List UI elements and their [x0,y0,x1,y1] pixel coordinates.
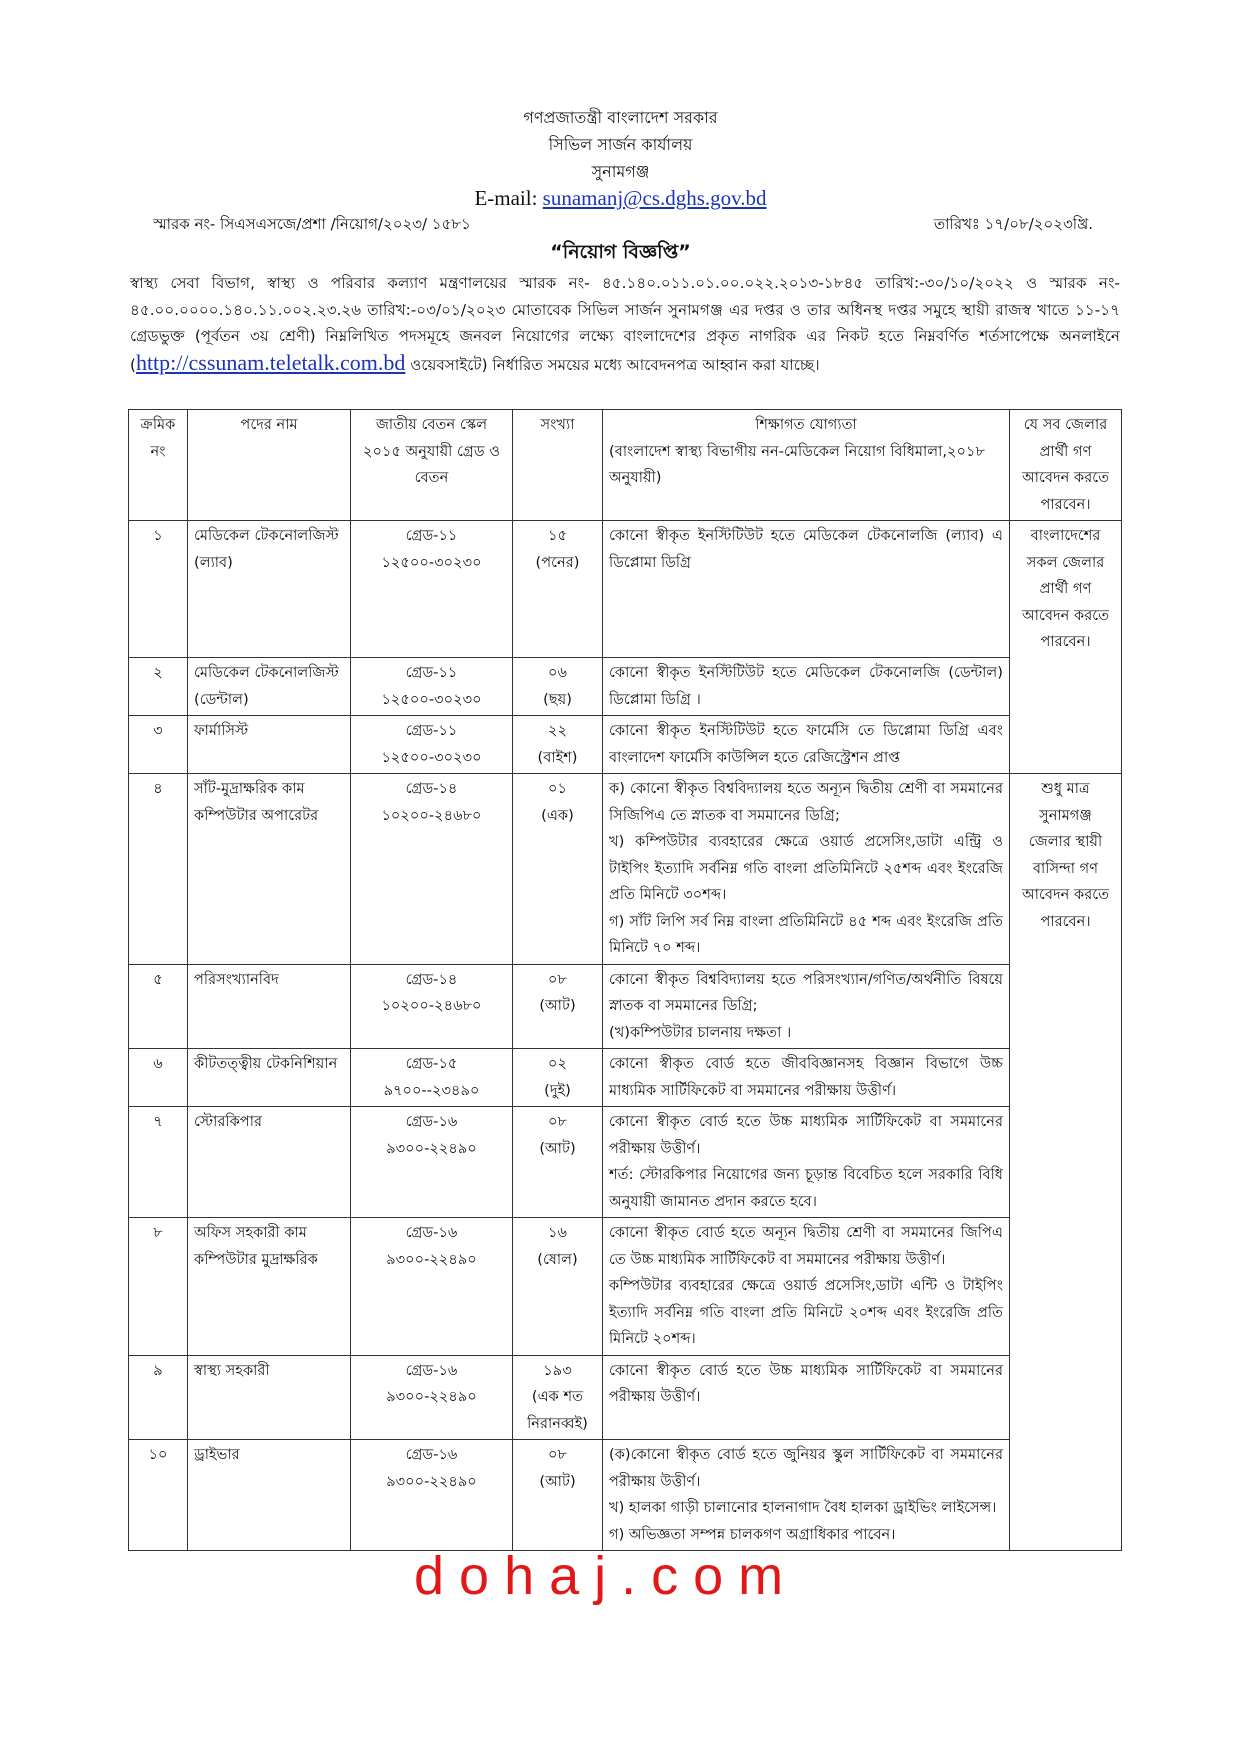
qualification-line: কোনো স্বীকৃত বোর্ড হতে উচ্চ মাধ্যমিক সার্টিফিকেট বা সমমানের পরীক্ষায় উত্তীর্ণ। [609,1113,1003,1157]
row-post-name: কীটতত্ত্বীয় টেকনিশিয়ান [188,1049,351,1107]
row-count [513,1049,603,1107]
district-eligibility-sunamganj: শুধু মাত্র সুনামগঞ্জ জেলার স্থায়ী বাসিন্দা গণ আবেদন করতে পারবেন। [1010,774,1122,965]
table-row [129,716,1122,774]
memo-date: তারিখঃ ১৭/০৮/২০২৩খ্রি. [933,215,1093,233]
qualification-line: শর্ত: স্টোরকিপার নিয়োগের জন্য চূড়ান্ত বিবেচিত হলে সরকারি বিধি অনুযায়ী জামানত প্রদান করতে হবে। [609,1166,1003,1210]
application-website-link[interactable]: http://cssunam.teletalk.com.bd [135,349,406,375]
row-serial: ৭ [129,1107,188,1218]
table-row [129,774,1122,965]
row-serial: ১০ [129,1440,188,1551]
qualification-line: কোনো স্বীকৃত বোর্ড হতে জীববিজ্ঞানসহ বিজ্ঞান বিভাগে উচ্চ মাধ্যমিক সার্টিফিকেট বা সমমানের পরীক্ষায় উত্তীর্ণ। [609,1055,1003,1099]
row-count-number: ০২ [548,1055,567,1072]
row-count-number: ০৬ [548,664,567,681]
qualification-line: কম্পিউটার ব্যবহারের ক্ষেত্রে ওয়ার্ড প্রসেসিং,ডাটা এন্টি ও টাইপিং ইত্যাদি সর্বনিম্ন গতি বাংলা প্রতি মিনিটে ২০শব্দ এবং ইংরেজি প্রতি মিনিটে ২০শব্দ। [609,1277,1003,1347]
table-row [129,1049,1122,1107]
row-grade: গ্রেড-১৬ [405,1361,458,1379]
row-grade: গ্রেড-১১ [405,664,458,681]
header-qualification [603,410,1010,521]
row-count-number: ২২ [548,722,567,739]
row-grade: গ্রেড-১৪ [405,780,458,797]
intro-text-after: ওয়েবসাইটে) নির্ধারিত সময়ের মধ্যে আবেদনপত্র আহ্বান করা যাচ্ছে। [405,355,820,374]
office-name: সিভিল সার্জন কার্যালয় [548,135,693,154]
row-count-number: ১৬ [548,1224,567,1241]
header-serial: ক্রমিক নং [129,410,188,521]
row-grade-pay [351,1355,513,1440]
qualification-line: কোনো স্বীকৃত বোর্ড হতে অন্যূন দ্বিতীয় শ্রেণী বা সমমানের জিপিএ তে উচ্চ মাধ্যমিক সার্টিফিকেট বা সমমানের পরীক্ষায় উত্তীর্ণ। [609,1224,1003,1268]
district-name: সুনামগঞ্জ [591,162,650,181]
row-count [513,1440,603,1551]
row-count [513,1355,603,1440]
row-district-cell [1010,1049,1122,1107]
table-row [129,964,1122,1049]
row-grade-pay [351,774,513,965]
qualification-line: কোনো স্বীকৃত ইনস্টিটিউট হতে ফার্মেসি তে ডিপ্লোমা ডিগ্রি এবং বাংলাদেশ ফার্মেসি কাউন্সিল হতে রেজিস্ট্রেশন প্রাপ্ত [609,722,1003,766]
row-district-cell [1010,964,1122,1049]
row-serial: ২ [129,658,188,716]
qualification-line: (খ)কম্পিউটার চালনায় দক্ষতা । [609,1023,792,1041]
row-post-name: অফিস সহকারী কাম কম্পিউটার মুদ্রাক্ষরিক [188,1218,351,1356]
row-post-name: ফার্মাসিস্ট [188,716,351,774]
row-count [513,774,603,965]
header-district: যে সব জেলার প্রার্থী গণ আবেদন করতে পারবেন। [1010,410,1122,521]
row-count [513,1107,603,1218]
row-count-words: (আট) [539,1139,576,1157]
header-grade: জাতীয় বেতন স্কেল ২০১৫ অনুযায়ী গ্রেড ও বেতন [351,410,513,521]
table-row [129,1355,1122,1440]
intro-text-before: স্বাস্থ্য সেবা বিভাগ, স্বাস্থ্য ও পরিবার কল্যাণ মন্ত্রণালয়ের স্মারক নং- ৪৫.১৪০.০১১.০১.০০.০২২.২০১৩-১৮৪৫ তারিখ:-৩০/১০/২০২২ ও স্মারক নং- ৪৫.০০.০০০০.১৪০.১১.০০২.২৩.২৬ তারিখ:-০৩/০১/২০২৩ মোতাবেক সিভিল সার্জন সুনামগঞ্জ এর দপ্তর ও তার অধিনস্থ দপ্তর সমুহে স্থায়ী রাজস্ব খাতে ১১-১৭ গ্রেডভুক্ত (পূর্বতন ৩য় শ্রেণী) নিম্নলিখিত পদসমূহে জনবল নিয়োগের লক্ষ্যে বাংলাদেশের প্রকৃত নাগরিক এর নিকট হতে নিম্নবর্ণিত শর্তসাপেক্ষে অনলাইনে ( [130,274,1120,374]
row-qualification [603,964,1010,1049]
row-grade: গ্রেড-১৫ [405,1055,458,1072]
email-link[interactable]: sunamanj@cs.dghs.gov.bd [542,186,767,210]
row-serial: ৬ [129,1049,188,1107]
row-count-words: (আট) [539,1472,576,1490]
row-grade-pay [351,1218,513,1356]
row-count-words: (এক শত নিরানব্বই) [527,1388,588,1432]
qualification-line: কোনো স্বীকৃত ইনস্টিটিউট হতে মেডিকেল টেকনোলজি (ল্যাব) এ ডিপ্লোমা ডিগ্রি [609,527,1003,571]
header-qualification-title: শিক্ষাগত যোগ্যতা [755,416,857,433]
row-count-number: ০৮ [548,1113,567,1130]
table-row [129,1107,1122,1218]
row-serial: ৩ [129,716,188,774]
row-post-name: সাঁট-মুদ্রাক্ষরিক কাম কম্পিউটার অপারেটর [188,774,351,965]
document-header [0,104,1241,185]
qualification-line: (ক)কোনো স্বীকৃত বোর্ড হতে জুনিয়র স্কুল সার্টিফিকেট বা সমমানের পরীক্ষায় উত্তীর্ণ। [609,1446,1003,1490]
qualification-line: কোনো স্বীকৃত ইনস্টিটিউট হতে মেডিকেল টেকনোলজি (ডেন্টাল) ডিপ্লোমা ডিগ্রি । [609,664,1003,708]
table-row [129,1218,1122,1356]
row-post-name: পরিসংখ্যানবিদ [188,964,351,1049]
row-post-name: মেডিকেল টেকনোলজিস্ট (ডেন্টাল) [188,658,351,716]
row-count-number: ০১ [548,780,567,797]
qualification-line: গ) অভিজ্ঞতা সম্পন্ন চালকগণ অগ্রাধিকার পাবেন। [609,1525,896,1543]
row-district-cell [1010,716,1122,774]
row-count-number: ১৯৩ [543,1361,572,1379]
row-post-name: মেডিকেল টেকনোলজিস্ট (ল্যাব) [188,521,351,658]
row-district-cell [1010,1218,1122,1356]
row-count-words: (দুই) [544,1081,571,1099]
row-qualification [603,774,1010,965]
memo-number: স্মারক নং- সিএসএসজে/প্রশা /নিয়োগ/২০২৩/ ১৫৮১ [153,215,471,233]
row-count-words: (আট) [539,997,576,1014]
row-pay-scale: ৯৩০০-২২৪৯০ [386,1472,477,1490]
row-grade-pay [351,1049,513,1107]
row-grade: গ্রেড-১৪ [405,970,458,988]
header-post: পদের নাম [188,410,351,521]
row-pay-scale: ৯৩০০-২২৪৯০ [386,1139,477,1157]
row-pay-scale: ১০২০০-২৪৬৮০ [381,806,482,824]
qualification-line: কোনো স্বীকৃত বোর্ড হতে উচ্চ মাধ্যমিক সার্টিফিকেট বা সমমানের পরীক্ষায় উত্তীর্ণ। [609,1361,1003,1405]
row-grade: গ্রেড-১৬ [405,1113,458,1130]
row-pay-scale: ১২৫০০-৩০২৩০ [381,748,482,766]
row-qualification [603,521,1010,658]
row-pay-scale: ৯৩০০-২২৪৯০ [386,1250,477,1268]
qualification-line: খ) কম্পিউটার ব্যবহারের ক্ষেত্রে ওয়ার্ড প্রসেসিং,ডাটা এন্ট্রি ও টাইপিং ইত্যাদি সর্বনিম্ন গতি বাংলা প্রতিমিনিটে ২৫শব্দ এবং ইংরেজি প্রতি মিনিটে ৩০শব্দ। [609,833,1003,903]
table-header-row [129,410,1122,521]
govt-name: গণপ্রজাতন্ত্রী বাংলাদেশ সরকার [523,108,718,127]
row-count-words: (এক) [541,806,574,824]
row-pay-scale: ৯৭০০--২৩৪৯০ [383,1081,480,1099]
row-qualification [603,1440,1010,1551]
row-grade-pay [351,964,513,1049]
qualification-line: কোনো স্বীকৃত বিশ্ববিদ্যালয় হতে পরিসংখ্যান/গণিত/অর্থনীতি বিষয়ে স্নাতক বা সমমানের ডিগ্রি; [609,970,1003,1014]
job-vacancy-table [128,409,1122,1551]
row-post-name: ড্রাইভার [188,1440,351,1551]
row-count-words: (পনের) [535,553,580,571]
row-grade: গ্রেড-১৬ [405,1224,458,1241]
row-count [513,716,603,774]
row-pay-scale: ১২৫০০-৩০২৩০ [381,690,482,708]
email-line [0,186,1241,211]
row-qualification [603,1218,1010,1356]
row-count [513,658,603,716]
qualification-line: খ) হালকা গাড়ী চালানোর হালনাগাদ বৈধ হালকা ড্রাইভিং লাইসেন্স। [609,1499,997,1516]
row-pay-scale: ১২৫০০-৩০২৩০ [381,553,482,571]
row-grade: গ্রেড-১১ [405,722,458,739]
table-row [129,1440,1122,1551]
row-qualification [603,716,1010,774]
row-count-number: ০৮ [548,1446,567,1463]
row-grade-pay [351,716,513,774]
row-count-words: (বাইশ) [537,748,578,766]
intro-paragraph [130,270,1120,378]
row-count-number: ০৮ [548,970,567,988]
row-grade-pay [351,1440,513,1551]
row-count [513,1218,603,1356]
row-count [513,964,603,1049]
table-row [129,521,1122,658]
row-serial: ৫ [129,964,188,1049]
header-count: সংখ্যা [513,410,603,521]
row-qualification [603,658,1010,716]
row-count-number: ১৫ [548,527,567,544]
row-district-cell [1010,1355,1122,1440]
row-district-cell [1010,658,1122,716]
district-eligibility-all: বাংলাদেশের সকল জেলার প্রার্থী গণ আবেদন করতে পারবেন। [1010,521,1122,658]
row-qualification [603,1107,1010,1218]
row-post-name: স্টোরকিপার [188,1107,351,1218]
row-grade: গ্রেড-১৬ [405,1446,458,1463]
notice-title: “নিয়োগ বিজ্ঞপ্তি” [550,241,691,263]
email-label: E-mail: [474,186,543,210]
qualification-line: গ) সাঁট লিপি সর্ব নিম্ন বাংলা প্রতিমিনিটে ৪৫ শব্দ এবং ইংরেজি প্রতি মিনিটে ৭০ শব্দ। [609,912,1003,956]
row-count-words: (ছয়) [543,690,572,708]
watermark-text: dohaj.com [414,1546,799,1606]
row-pay-scale: ৯৩০০-২২৪৯০ [386,1388,477,1405]
header-qualification-subtitle: (বাংলাদেশ স্বাস্থ্য বিভাগীয় নন-মেডিকেল নিয়োগ বিধিমালা,২০১৮ অনুযায়ী) [609,442,985,486]
row-grade: গ্রেড-১১ [405,527,458,544]
row-grade-pay [351,1107,513,1218]
row-serial: ৮ [129,1218,188,1356]
row-grade-pay [351,521,513,658]
row-count-words: (ষোল) [537,1250,578,1268]
table-row [129,658,1122,716]
row-serial: ১ [129,521,188,658]
row-district-cell [1010,1107,1122,1218]
row-serial: ৪ [129,774,188,965]
row-serial: ৯ [129,1355,188,1440]
row-qualification [603,1355,1010,1440]
row-grade-pay [351,658,513,716]
row-post-name: স্বাস্থ্য সহকারী [188,1355,351,1440]
row-count [513,521,603,658]
row-pay-scale: ১০২০০-২৪৬৮০ [381,997,482,1014]
row-district-cell [1010,1440,1122,1551]
row-qualification [603,1049,1010,1107]
qualification-line: ক) কোনো স্বীকৃত বিশ্ববিদ্যালয় হতে অন্যূন দ্বিতীয় শ্রেণী বা সমমানের সিজিপিএ তে স্নাতক বা সমমানের ডিগ্রি; [609,780,1003,824]
